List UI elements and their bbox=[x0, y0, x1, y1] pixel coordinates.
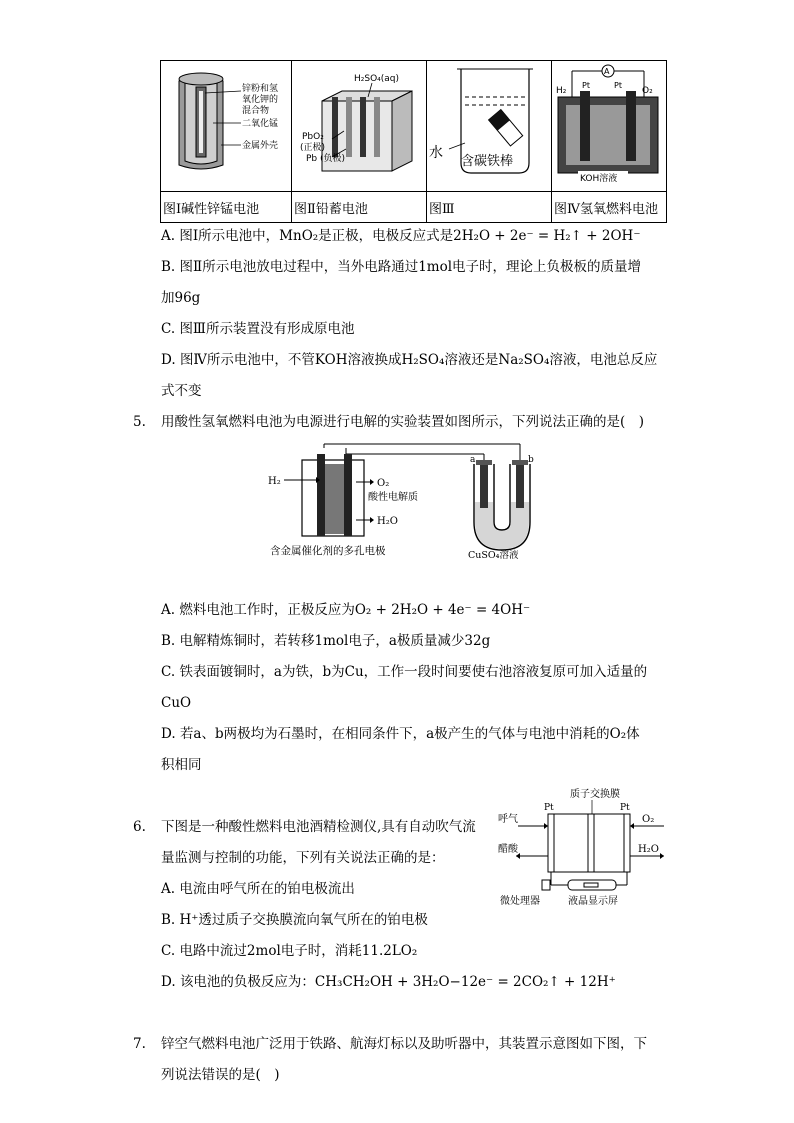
q5-stem: 用酸性氢氧燃料电池为电源进行电解的实验装置如图所示，下列说法正确的是( ) bbox=[161, 414, 645, 430]
fig4-caption: 图Ⅳ氢氧燃料电池 bbox=[552, 192, 667, 223]
fig2-label-0: H₂SO₄(aq) bbox=[354, 74, 400, 84]
fig4-label-o2: O₂ bbox=[642, 86, 653, 96]
q5-option-d: D. 若a、b两极均为石墨时，在相同条件下，a极产生的气体与电池中消耗的O₂体 bbox=[161, 726, 640, 742]
q6-label-lcd: 液晶显示屏 bbox=[568, 896, 618, 907]
q6-alcohol-detector-diagram bbox=[496, 784, 674, 910]
lead-acid-battery-diagram bbox=[292, 61, 426, 187]
q5-label-electrolyte: 酸性电解质 bbox=[368, 492, 418, 503]
hydrogen-oxygen-fuel-cell-diagram bbox=[552, 61, 664, 187]
q4-option-a: A. 图Ⅰ所示电池中，MnO₂是正极，电极反应式是2H₂O + 2e⁻ = H₂↑ + 2OH⁻ bbox=[161, 228, 641, 244]
q5-label-b: b bbox=[528, 455, 534, 465]
q6-option-c: C. 电路中流过2mol电子时，消耗11.2LO₂ bbox=[161, 943, 418, 959]
q5-label-h2: H₂ bbox=[268, 476, 281, 487]
q6-option-a: A. 电流由呼气所在的铂电极流出 bbox=[161, 881, 355, 897]
fig2-label-2: (正极) bbox=[300, 143, 326, 153]
q7-stem-2: 列说法错误的是( ) bbox=[161, 1067, 280, 1083]
q7-stem-1: 锌空气燃料电池广泛用于铁路、航海灯标以及助听器中，其装置示意图如下图，下 bbox=[161, 1036, 647, 1052]
q5-number: 5. bbox=[133, 414, 146, 430]
fig3-caption: 图Ⅲ bbox=[427, 192, 552, 223]
q5-option-d-cont: 积相同 bbox=[161, 757, 202, 773]
q5-label-cuso4: CuSO₄溶液 bbox=[468, 550, 519, 561]
q6-label-pt-right: Pt bbox=[620, 803, 630, 813]
q6-label-h2o: H₂O bbox=[638, 844, 659, 855]
q6-label-micro: 微处理器 bbox=[500, 896, 540, 907]
q4-option-d-cont: 式不变 bbox=[161, 383, 202, 399]
q6-stem-2: 量监测与控制的功能，下列有关说法正确的是： bbox=[161, 850, 445, 866]
q5-label-electrode: 含金属催化剂的多孔电极 bbox=[270, 545, 386, 557]
fig4-label-pt1: Pt bbox=[582, 81, 590, 90]
fig3-label-water: 水 bbox=[429, 145, 443, 161]
q6-stem-1: 下图是一种酸性燃料电池酒精检测仪,具有自动吹气流 bbox=[161, 819, 476, 835]
q6-label-o2: O₂ bbox=[642, 814, 655, 825]
q6-label-breath: 呼气 bbox=[498, 814, 518, 825]
q6-number: 6. bbox=[133, 819, 146, 835]
q4-option-c: C. 图Ⅲ所示装置没有形成原电池 bbox=[161, 321, 355, 337]
q5-label-h2o: H₂O bbox=[377, 516, 398, 527]
fig4-label-a: A bbox=[604, 67, 610, 76]
q6-option-d: D. 该电池的负极反应为：CH₃CH₂OH + 3H₂O−12e⁻ = 2CO₂↑ + 12H⁺ bbox=[161, 974, 616, 990]
q6-label-acetic: 醋酸 bbox=[498, 844, 518, 855]
q5-electrolysis-diagram bbox=[262, 440, 552, 562]
fig1-label-4: 金属外壳 bbox=[242, 141, 279, 151]
fig2-caption: 图Ⅱ铅蓄电池 bbox=[292, 192, 427, 223]
fig1-caption: 图Ⅰ碱性锌锰电池 bbox=[161, 192, 292, 223]
fig2-cell bbox=[292, 61, 427, 192]
fig2-label-1: PbO₂ bbox=[302, 132, 324, 142]
q6-label-pt-left: Pt bbox=[544, 803, 554, 813]
q5-option-c-cont: CuO bbox=[161, 695, 192, 711]
zinc-manganese-battery-diagram bbox=[161, 61, 291, 187]
fig4-label-koh: KOH溶液 bbox=[580, 174, 618, 184]
figure-table bbox=[160, 60, 667, 223]
q4-option-b-cont: 加96g bbox=[161, 290, 201, 306]
q7-number: 7. bbox=[133, 1036, 146, 1052]
fig1-cell bbox=[161, 61, 292, 192]
fig3-cell bbox=[427, 61, 552, 192]
fig1-label-3: 二氧化锰 bbox=[242, 119, 279, 129]
q4-option-b: B. 图Ⅱ所示电池放电过程中，当外电路通过1mol电子时，理论上负极板的质量增 bbox=[161, 259, 642, 275]
q5-label-a: a bbox=[470, 455, 476, 465]
fig3-label-rod: 含碳铁棒 bbox=[461, 154, 514, 169]
q5-label-o2: O₂ bbox=[377, 478, 390, 489]
q5-option-c: C. 铁表面镀铜时，a为铁，b为Cu，工作一段时间要使右池溶液复原可加入适量的 bbox=[161, 664, 648, 680]
q5-option-b: B. 电解精炼铜时，若转移1mol电子，a极质量减少32g bbox=[161, 633, 491, 649]
fig1-label-0: 锌粉和氢 bbox=[242, 84, 279, 94]
fig1-label-1: 氧化钾的 bbox=[242, 95, 279, 105]
q5-option-a: A. 燃料电池工作时，正极反应为O₂ + 2H₂O + 4e⁻ = 4OH⁻ bbox=[161, 602, 531, 618]
fig4-cell bbox=[552, 61, 667, 192]
beaker-iron-rod-diagram bbox=[427, 61, 551, 187]
fig2-label-3: Pb (负极) bbox=[306, 154, 346, 164]
fig4-label-pt2: Pt bbox=[614, 81, 622, 90]
q4-option-d: D. 图Ⅳ所示电池中，不管KOH溶液换成H₂SO₄溶液还是Na₂SO₄溶液，电池总反应 bbox=[161, 352, 658, 368]
fig4-label-h2: H₂ bbox=[556, 86, 567, 96]
q6-label-membrane: 质子交换膜 bbox=[570, 789, 620, 800]
q6-option-b: B. H⁺透过质子交换膜流向氧气所在的铂电极 bbox=[161, 912, 428, 928]
fig1-label-2: 混合物 bbox=[242, 106, 270, 116]
